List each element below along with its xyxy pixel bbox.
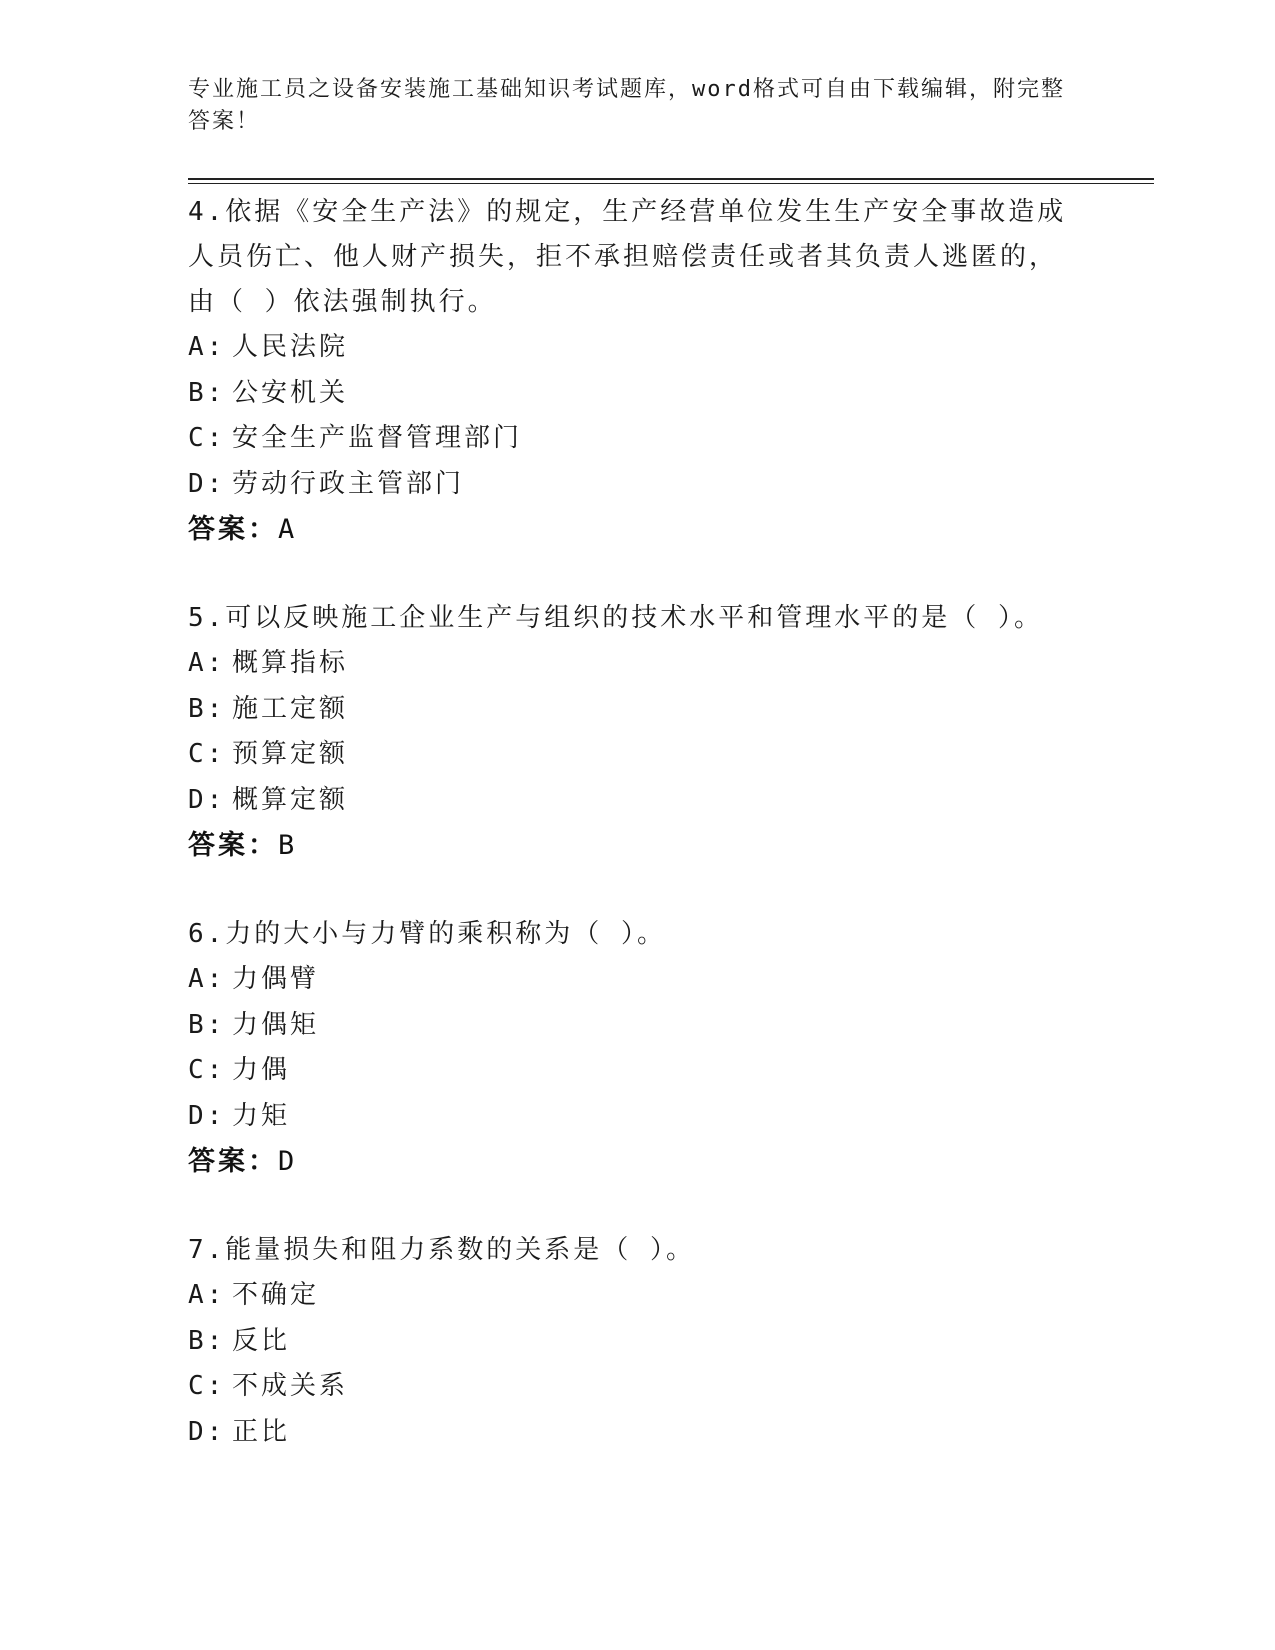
- question-7: [188, 1228, 1068, 1455]
- option-b: [188, 687, 1068, 733]
- option-letter: C:: [188, 739, 226, 769]
- option-a: [188, 1273, 1068, 1319]
- option-a: [188, 641, 1068, 687]
- answer-label: 答案：: [188, 514, 278, 545]
- option-d: [188, 1094, 1068, 1140]
- option-text: 概算指标: [232, 648, 349, 678]
- question-4: [188, 190, 1068, 553]
- question-stem: 6.力的大小与力臂的乘积称为（ ）。: [188, 919, 666, 949]
- header-divider-thin: [188, 183, 1154, 184]
- option-c: [188, 416, 1068, 462]
- option-letter: B:: [188, 1325, 226, 1356]
- option-b: [188, 371, 1068, 417]
- answer-value: D: [278, 1146, 297, 1177]
- option-text: 力偶: [232, 1055, 291, 1085]
- option-a: [188, 957, 1068, 1003]
- question-6: [188, 912, 1068, 1185]
- answer-value: B: [278, 830, 297, 861]
- answer-label: 答案：: [188, 1146, 278, 1177]
- option-text: 公安机关: [232, 377, 349, 408]
- option-text: 预算定额: [232, 739, 349, 769]
- option-text: 正比: [232, 1416, 291, 1447]
- option-letter: B:: [188, 1009, 226, 1040]
- option-text: 概算定额: [232, 784, 349, 815]
- option-c: [188, 1048, 1068, 1094]
- question-5: [188, 596, 1068, 869]
- option-text: 不确定: [232, 1280, 320, 1310]
- document-header: 专业施工员之设备安装施工基础知识考试题库，word格式可自由下载编辑，附完整答案！: [188, 77, 1065, 134]
- option-d: [188, 1410, 1068, 1456]
- question-stem: 7.能量损失和阻力系数的关系是（ ）。: [188, 1235, 695, 1265]
- option-letter: A:: [188, 332, 226, 362]
- answer-value: A: [278, 514, 297, 545]
- option-d: [188, 462, 1068, 508]
- option-letter: A:: [188, 964, 226, 994]
- option-text: 力偶矩: [232, 1009, 320, 1040]
- option-letter: C:: [188, 1371, 226, 1401]
- option-c: [188, 732, 1068, 778]
- option-letter: D:: [188, 1100, 226, 1131]
- header-divider-thick: [188, 178, 1154, 180]
- option-letter: A:: [188, 1280, 226, 1310]
- option-text: 力偶臂: [232, 964, 320, 994]
- question-list: [188, 190, 1068, 1498]
- option-b: [188, 1003, 1068, 1049]
- option-letter: B:: [188, 693, 226, 724]
- option-text: 劳动行政主管部门: [232, 468, 465, 499]
- option-text: 人民法院: [232, 332, 349, 362]
- option-b: [188, 1319, 1068, 1365]
- option-letter: D:: [188, 784, 226, 815]
- option-letter: D:: [188, 468, 226, 499]
- option-text: 施工定额: [232, 693, 349, 724]
- answer-label: 答案：: [188, 830, 278, 861]
- option-c: [188, 1364, 1068, 1410]
- option-letter: C:: [188, 1055, 226, 1085]
- option-letter: D:: [188, 1416, 226, 1447]
- option-text: 反比: [232, 1325, 291, 1356]
- option-letter: B:: [188, 377, 226, 408]
- option-letter: A:: [188, 648, 226, 678]
- question-stem: 4.依据《安全生产法》的规定，生产经营单位发生生产安全事故造成人员伤亡、他人财产损失，拒不承担赔偿责任或者其负责人逃匿的，由（ ）依法强制执行。: [188, 197, 1067, 317]
- answer-line: [188, 823, 1068, 869]
- answer-line: [188, 507, 1068, 553]
- option-letter: C:: [188, 423, 226, 453]
- option-d: [188, 778, 1068, 824]
- option-text: 安全生产监督管理部门: [232, 423, 523, 453]
- option-a: [188, 325, 1068, 371]
- option-text: 力矩: [232, 1100, 291, 1131]
- option-text: 不成关系: [232, 1371, 349, 1401]
- question-stem: 5.可以反映施工企业生产与组织的技术水平和管理水平的是（ ）。: [188, 603, 1043, 633]
- answer-line: [188, 1139, 1068, 1185]
